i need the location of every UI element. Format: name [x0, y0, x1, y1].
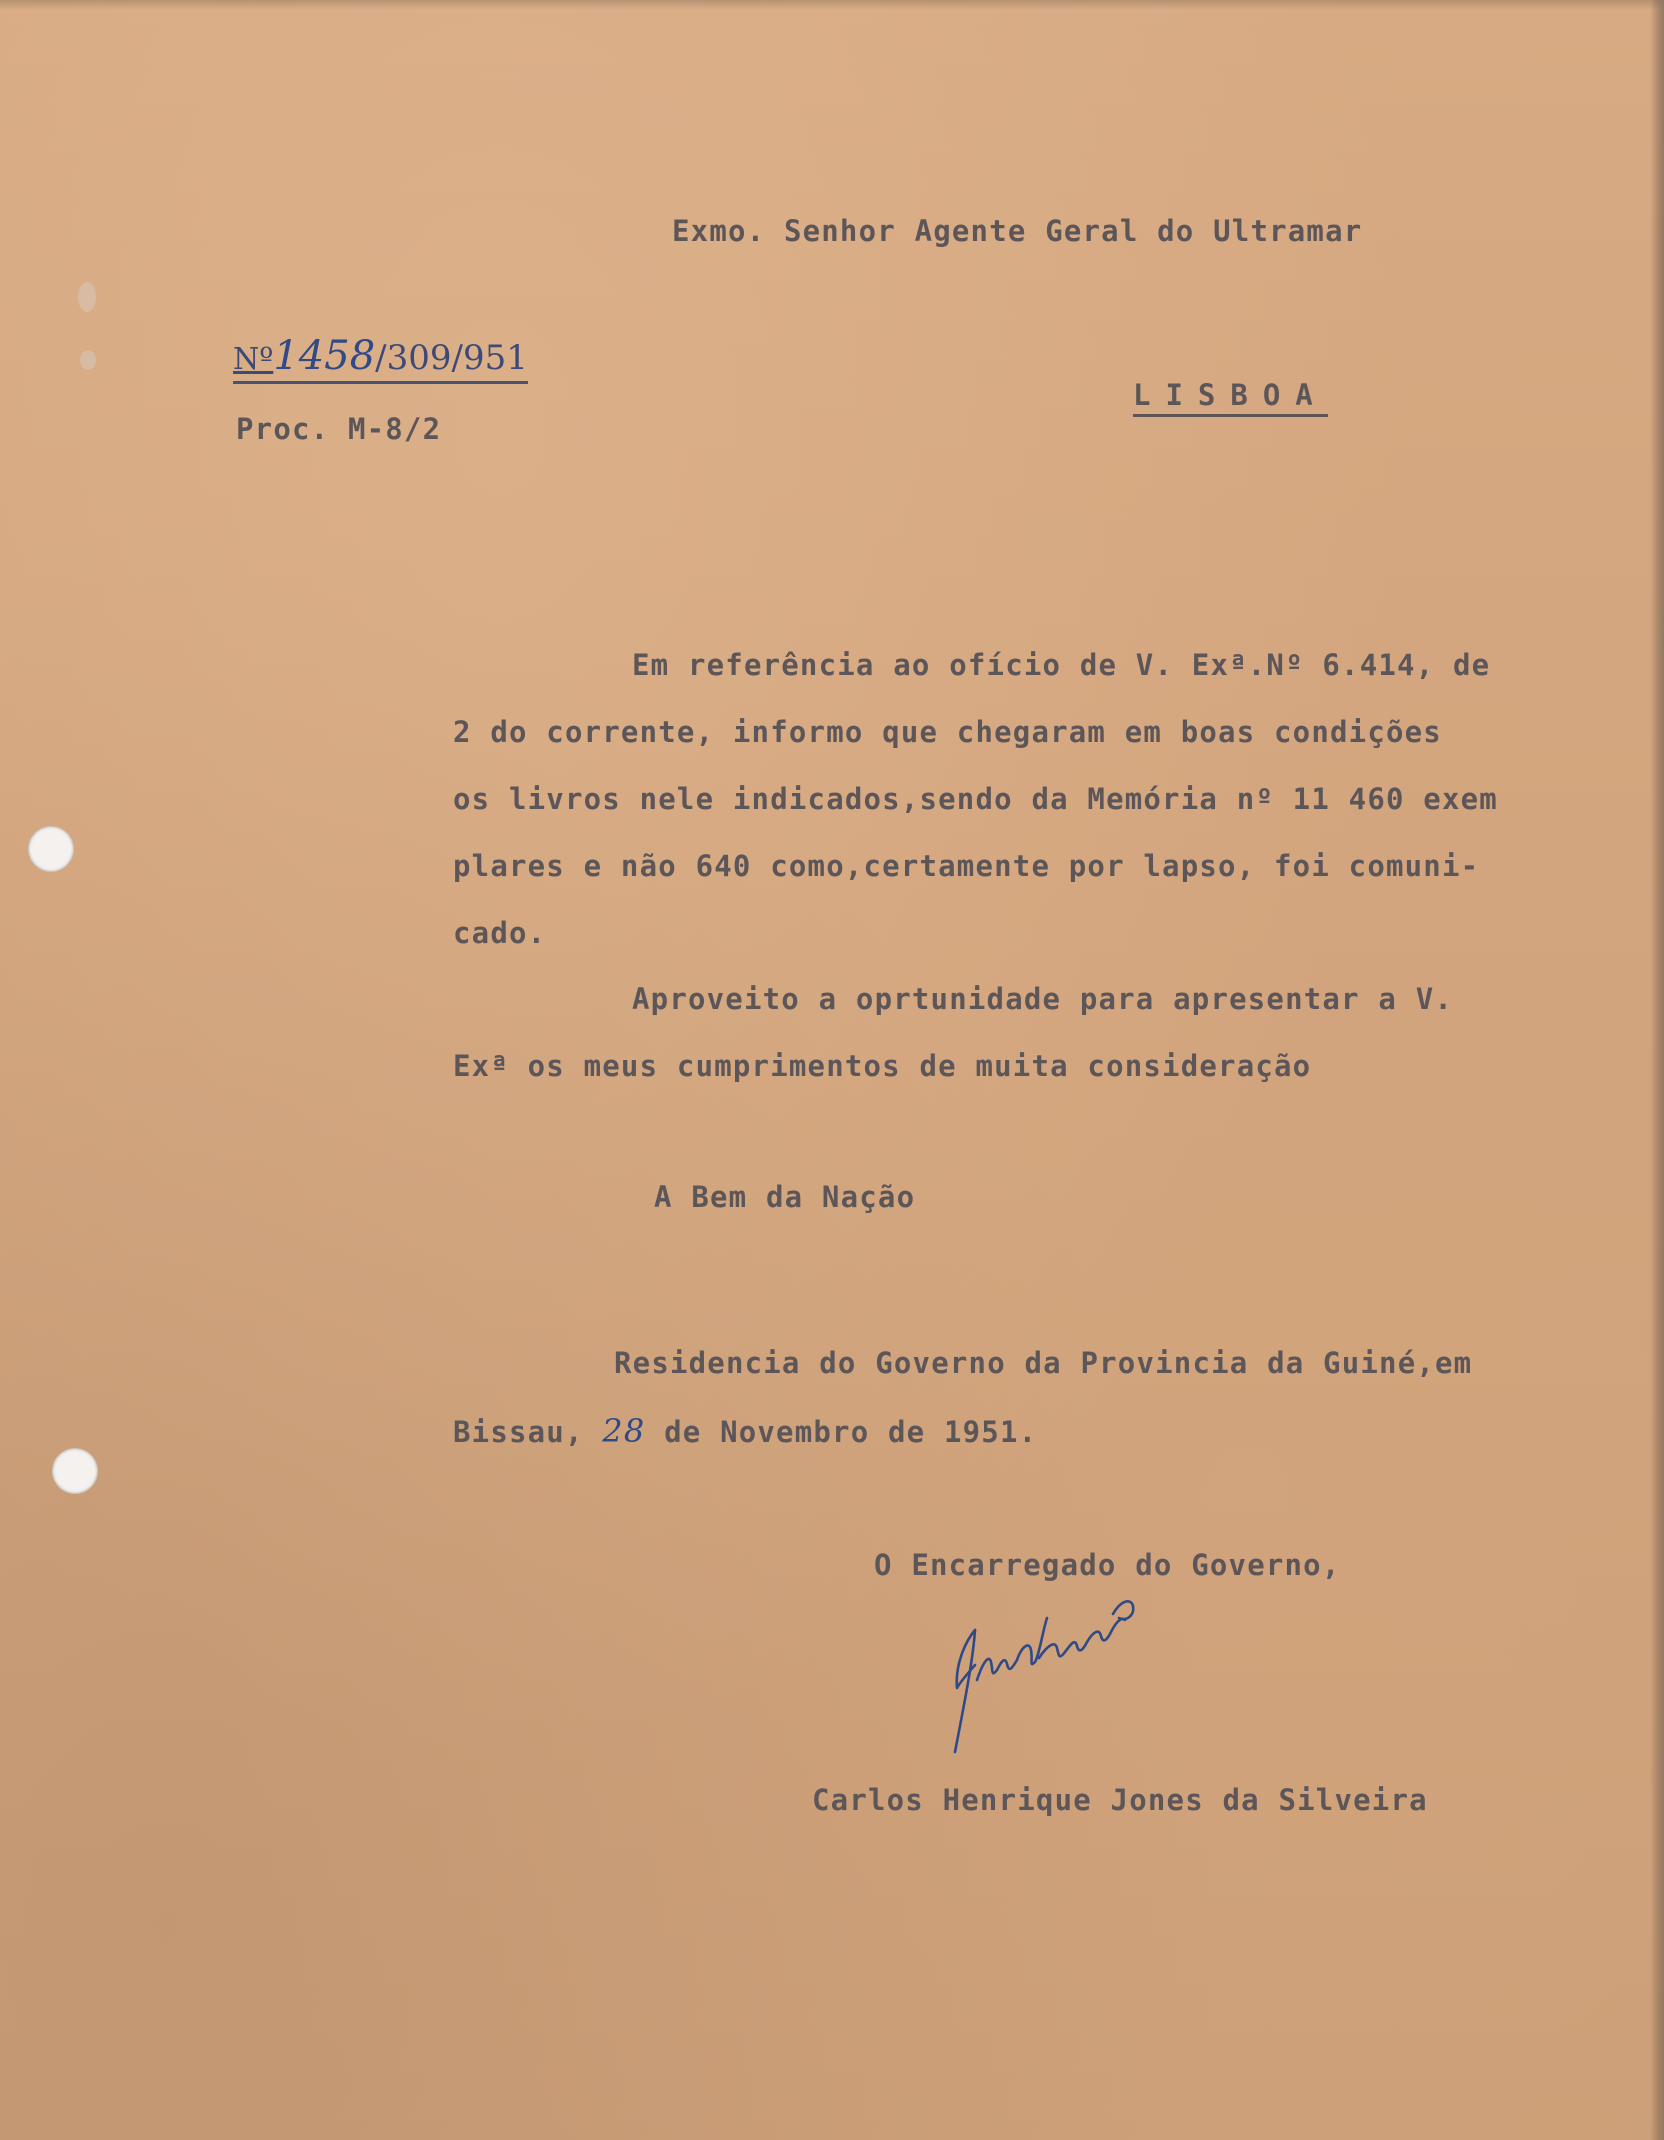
paper-top-edge — [0, 0, 1664, 10]
paper-right-edge — [1650, 0, 1664, 2140]
body-line: Em referência ao ofício de V. Exª.Nº 6.414, de — [632, 648, 1491, 682]
body-line: Aproveito a oprtunidade para apresentar a V. — [632, 982, 1454, 1016]
date-suffix: de Novembro de 1951. — [664, 1415, 1038, 1449]
handwritten-signature — [935, 1570, 1195, 1770]
body-line: 2 do corrente, informo que chegaram em boas condições — [453, 715, 1442, 749]
reference-number — [233, 333, 528, 384]
paper-stain — [78, 282, 96, 312]
punch-hole-upper — [28, 826, 74, 872]
body-line: Exª os meus cumprimentos de muita consideração — [453, 1049, 1312, 1083]
city-heading: LISBOA — [1133, 378, 1328, 417]
signatory-role: O Encarregado do Governo, — [874, 1548, 1341, 1582]
reference-suffix: /309/951 — [375, 338, 528, 378]
paper-stain — [80, 350, 96, 370]
body-line: cado. — [453, 916, 547, 950]
reference-prefix: Nº — [233, 342, 274, 377]
date-prefix: Bissau, — [453, 1415, 584, 1449]
reference-handwritten-number: 1458 — [273, 333, 376, 379]
addressee-line: Exmo. Senhor Agente Geral do Ultramar — [672, 214, 1363, 248]
signatory-name: Carlos Henrique Jones da Silveira — [812, 1783, 1428, 1817]
process-number: Proc. M-8/2 — [236, 412, 442, 446]
body-line: os livros nele indicados,sendo da Memória nº 11 460 exem — [453, 782, 1498, 816]
punch-hole-lower — [52, 1448, 98, 1494]
body-line: plares e não 640 como,certamente por lapso, foi comuni- — [453, 849, 1480, 883]
place-line: Residencia do Governo da Provincia da Guiné,em — [614, 1346, 1473, 1380]
closing-salutation: A Bem da Nação — [654, 1180, 916, 1214]
date-line — [453, 1412, 1037, 1450]
date-day-handwritten: 28 — [602, 1412, 646, 1450]
